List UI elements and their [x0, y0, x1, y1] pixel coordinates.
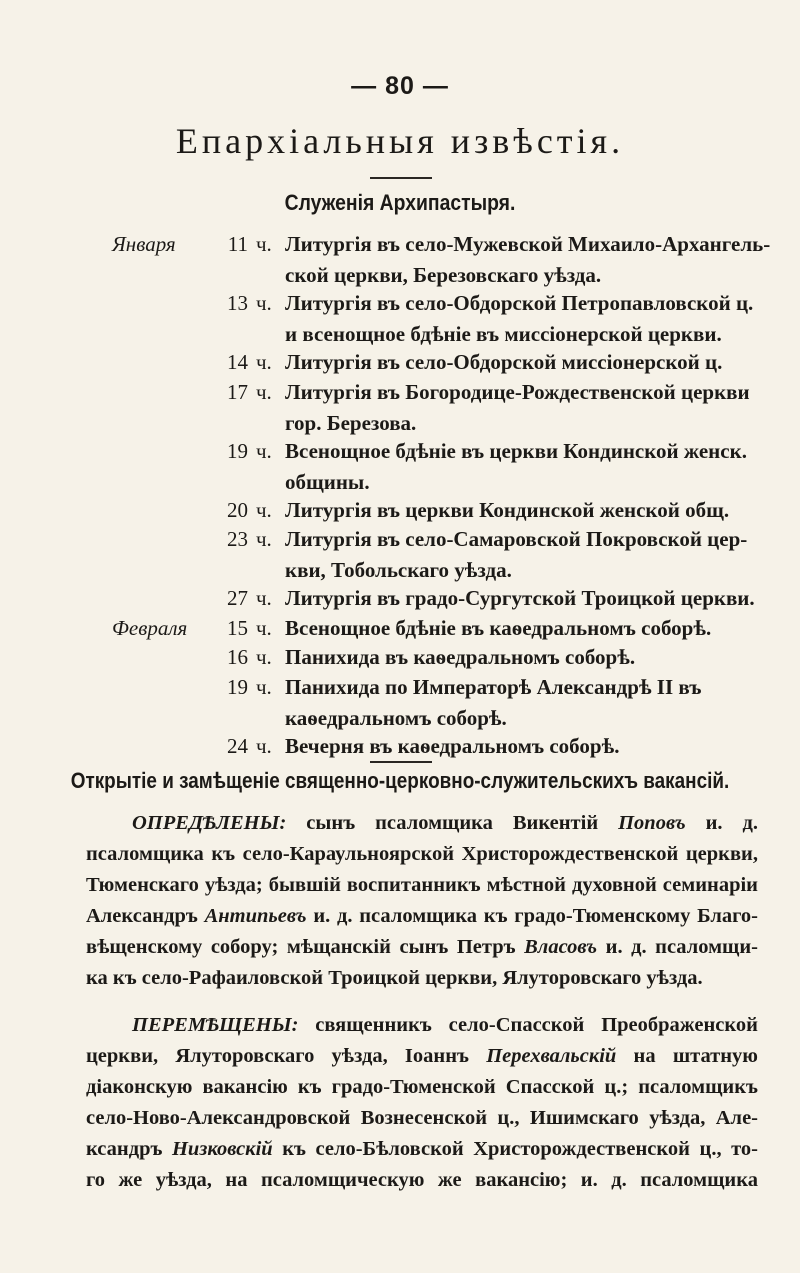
entry-line: ской церкви, Березовскаго уѣзда.: [285, 263, 602, 287]
entry-description: [285, 495, 755, 526]
entry-day: 23: [227, 527, 248, 551]
entry-hour-unit: ч.: [256, 350, 272, 374]
text-line: го же уѣзда, на псаломщическую же вакансію; и. д. псаломщика: [86, 1169, 758, 1191]
entry-description: [285, 583, 755, 614]
entry-hour-unit: ч.: [256, 586, 272, 610]
lead-word-appointed: ОПРЕДѢЛЕНЫ:: [132, 812, 287, 834]
entry-description: [285, 288, 755, 350]
entry-line: Всенощное бдѣніе въ церкви Кондинской женск.: [285, 438, 747, 463]
text-fragment: вѣщенскому собору; мѣщанскій сынъ Петръ: [86, 936, 525, 958]
entry-description: [285, 524, 755, 586]
entry-description: [285, 377, 755, 439]
entry-day: 14: [227, 350, 248, 374]
entry-hour-unit: ч.: [256, 379, 272, 404]
section-divider: [370, 761, 432, 763]
entry-hour-unit: ч.: [256, 497, 272, 522]
person-name: Антипьевъ: [204, 905, 307, 927]
entry-day: 17: [227, 379, 248, 404]
text-fragment: священникъ село-Спасской Преображенской: [298, 1014, 758, 1036]
section-title-vacancies: Открытіе и замѣщеніе священно-церковно-служительскихъ вакансій.: [70, 768, 730, 793]
entry-hour-unit: ч.: [256, 527, 272, 551]
paragraph-appointed: [86, 808, 758, 994]
title-divider: [370, 177, 432, 179]
entry-line: Литургія въ градо-Сургутской Троицкой церкви.: [285, 586, 755, 610]
text-fragment: церкви, Ялуторовскаго уѣзда, Іоаннъ: [86, 1045, 487, 1067]
person-name: Перехвальскій: [486, 1045, 617, 1067]
entry-line: Литургія въ Богородице-Рождественской церкви: [285, 379, 750, 404]
entry-line: Литургія въ село-Обдорской миссіонерской ц.: [285, 350, 723, 374]
person-name: Низковскій: [171, 1138, 273, 1160]
text-line: псаломщика къ село-Караульноярской Христорождественской церкви,: [86, 843, 758, 865]
text-fragment: къ село-Бѣловской Христорождественской ц., то-: [272, 1138, 758, 1160]
entry-day: 19: [227, 674, 248, 699]
entry-line: Литургія въ село-Обдорской Петропавловской ц.: [285, 291, 754, 315]
entry-line: общины.: [285, 469, 370, 494]
entry-day: 19: [227, 438, 248, 463]
entry-day: 27: [227, 586, 248, 610]
text-line: [86, 932, 758, 963]
entry-line: кви, Тобольскаго уѣзда.: [285, 558, 512, 582]
entry-line: Вечерня въ каѳедральномъ соборѣ.: [285, 733, 620, 758]
entry-description: [285, 731, 755, 762]
entry-line: Литургія въ село-Самаровской Покровской цер-: [285, 527, 748, 551]
entry-month: Февраля: [112, 615, 188, 640]
entry-month: Января: [112, 232, 176, 256]
text-fragment: сынъ псаломщика Викентій: [286, 812, 619, 834]
entry-hour-unit: ч.: [256, 733, 272, 758]
person-name: Власовъ: [524, 936, 598, 958]
entry-day: 24: [227, 733, 248, 758]
entry-hour-unit: ч.: [256, 438, 272, 463]
entry-line: гор. Березова.: [285, 410, 417, 435]
text-line: [86, 808, 758, 839]
entry-description: [285, 347, 755, 378]
text-line: [86, 1010, 758, 1041]
entry-day: 15: [227, 615, 248, 640]
entry-hour-unit: ч.: [256, 615, 272, 640]
entry-description: [285, 436, 755, 498]
entry-line: каѳедральномъ соборѣ.: [285, 705, 507, 730]
journal-title: Епархіальныя извѣстія.: [175, 121, 625, 161]
text-line: діаконскую вакансію къ градо-Тюменской Спасской ц.; псаломщикъ: [86, 1076, 758, 1098]
text-line: [86, 1134, 758, 1165]
entry-description: [285, 229, 771, 291]
entry-hour-unit: ч.: [256, 645, 272, 669]
text-line: [86, 901, 758, 932]
person-name: Поповъ: [618, 812, 686, 834]
text-fragment: на штатную: [616, 1045, 758, 1067]
entry-line: Панихида по Императорѣ Александрѣ II въ: [285, 674, 702, 699]
lead-word-transferred: ПЕРЕМѢЩЕНЫ:: [132, 1014, 299, 1036]
text-line: ка къ село-Рафаиловской Троицкой церкви, Ялуторовскаго уѣзда.: [86, 967, 703, 989]
entry-description: [285, 613, 755, 644]
entry-line: Литургія въ церкви Кондинской женской общ.: [285, 497, 730, 522]
text-line: [86, 1041, 758, 1072]
entry-line: и всенощное бдѣніе въ миссіонерской церкви.: [285, 322, 722, 346]
text-fragment: и. д.: [685, 812, 758, 834]
entry-day: 16: [227, 645, 248, 669]
entry-line: Литургія въ село-Мужевской Михаило-Архангель-: [285, 232, 771, 256]
text-fragment: Александръ: [86, 905, 205, 927]
entry-description: [285, 642, 755, 673]
entry-line: Всенощное бдѣніе въ каѳедральномъ соборѣ.: [285, 615, 712, 640]
section-title-services: Служенія Архипастыря.: [284, 190, 516, 215]
entry-description: [285, 672, 755, 734]
entry-line: Панихида въ каѳедральномъ соборѣ.: [285, 645, 636, 669]
entry-hour-unit: ч.: [256, 232, 272, 256]
page-number: — 80 —: [351, 72, 449, 100]
text-fragment: ксандръ: [86, 1138, 172, 1160]
entry-day: 20: [227, 497, 248, 522]
paragraph-transferred: [86, 1010, 758, 1196]
text-line: село-Ново-Александровской Вознесенской ц., Ишимскаго уѣзда, Але-: [86, 1107, 758, 1129]
text-fragment: и. д. псаломщи-: [597, 936, 758, 958]
entry-day: 13: [227, 291, 248, 315]
text-line: Тюменскаго уѣзда; бывшій воспитанникъ мѣстной духовной семинаріи: [86, 874, 758, 896]
entry-day: 11: [227, 232, 248, 256]
entry-hour-unit: ч.: [256, 291, 272, 315]
entry-hour-unit: ч.: [256, 674, 272, 699]
text-fragment: и. д. псаломщика къ градо-Тюменскому Благо-: [306, 905, 758, 927]
